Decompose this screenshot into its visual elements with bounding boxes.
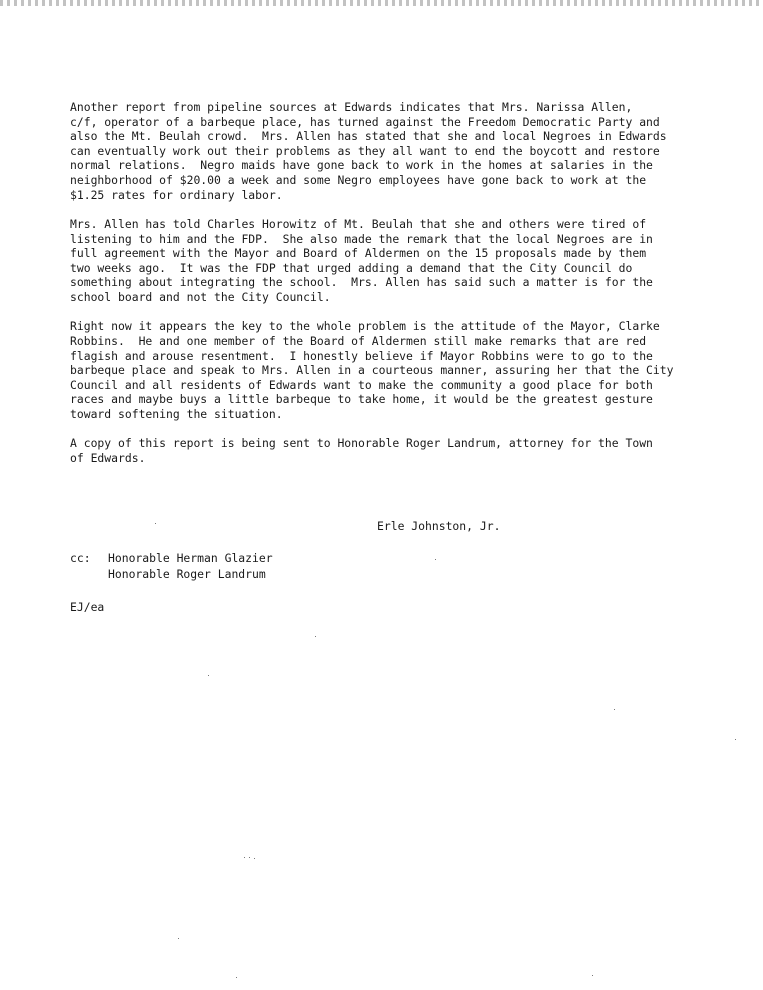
text-line: full agreement with the Mayor and Board of Aldermen on the 15 proposals made by them <box>70 246 647 261</box>
text-line: barbeque place and speak to Mrs. Allen in a courteous manner, assuring her that the City <box>70 363 674 378</box>
text-line: c/f, operator of a barbeque place, has turned against the Freedom Democratic Party and <box>70 114 660 129</box>
text-line: $1.25 rates for ordinary labor. <box>70 187 283 202</box>
text-line: races and maybe buys a little barbeque to take home, it would be the greatest gesture <box>70 392 653 407</box>
typist-initials: EJ/ea <box>70 600 105 614</box>
scan-top-edge <box>0 0 763 6</box>
text-line: Another report from pipeline sources at Edwards indicates that Mrs. Narissa Allen, <box>70 100 633 114</box>
text-line: Mrs. Allen has told Charles Horowitz of Mt. Beulah that she and others were tired of <box>70 216 647 231</box>
paragraph-2 <box>70 217 720 305</box>
paragraph-3 <box>70 319 720 421</box>
cc-label: cc: <box>70 551 91 565</box>
text-line: listening to him and the FDP. She also made the remark that the local Negroes are in <box>70 231 653 246</box>
letter-body <box>70 100 720 480</box>
text-line: neighborhood of $20.00 a week and some Negro employees have gone back to work at the <box>70 172 647 187</box>
text-line: Council and all residents of Edwards want to make the community a good place for both <box>70 377 653 392</box>
cc-recipient: Honorable Roger Landrum <box>108 567 266 581</box>
paragraph-4 <box>70 436 720 465</box>
cc-recipient: Honorable Herman Glazier <box>108 551 273 565</box>
signature-name: Erle Johnston, Jr. <box>377 519 501 533</box>
text-line: something about integrating the school. Mrs. Allen has said such a matter is for the <box>70 275 653 290</box>
paragraph-1 <box>70 100 720 202</box>
text-line: two weeks ago. It was the FDP that urged adding a demand that the City Council do <box>70 260 633 275</box>
text-line: A copy of this report is being sent to Honorable Roger Landrum, attorney for the Town <box>70 436 653 451</box>
text-line: toward softening the situation. <box>70 406 283 421</box>
cc-block <box>70 550 273 582</box>
text-line: also the Mt. Beulah crowd. Mrs. Allen has stated that she and local Negroes in Edwards <box>70 129 667 144</box>
text-line: Right now it appears the key to the whole problem is the attitude of the Mayor, Clarke <box>70 319 660 334</box>
text-line: of Edwards. <box>70 450 146 465</box>
text-line: flagish and arouse resentment. I honestly believe if Mayor Robbins were to go to the <box>70 348 653 363</box>
text-line: normal relations. Negro maids have gone back to work in the homes at salaries in the <box>70 158 653 173</box>
text-line: can eventually work out their problems as they all want to end the boycott and restore <box>70 143 660 158</box>
text-line: school board and not the City Council. <box>70 289 331 304</box>
text-line: Robbins. He and one member of the Board of Aldermen still make remarks that are red <box>70 333 647 348</box>
